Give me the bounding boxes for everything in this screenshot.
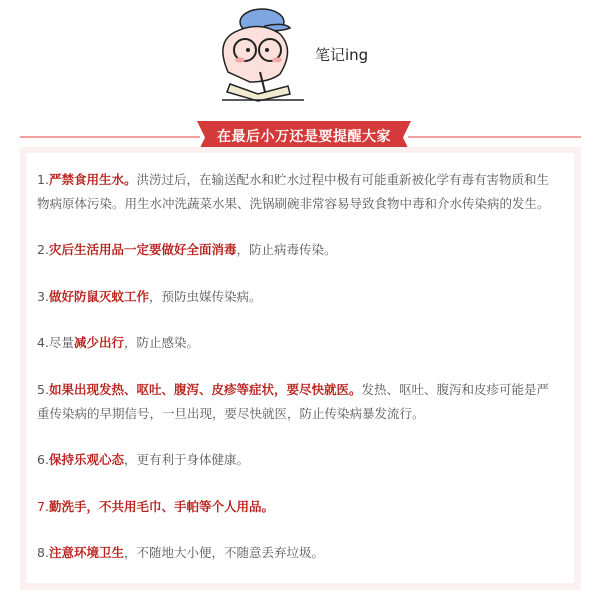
tip-item-6 [37,448,557,472]
tip-highlight: 严禁食用生水。 [48,172,137,187]
tip-item-8 [37,541,557,565]
tip-highlight: 保持乐观心态 [48,452,124,467]
tip-number: 7. [37,499,49,514]
tip-highlight: 注意环境卫生 [48,545,124,560]
tip-item-2 [37,238,557,262]
tip-detail: 洪涝过后，在输送配水和贮水过程中极有可能重新被化学有毒有害物质和生物病原体污染。用生水冲洗蔬菜水果、洗锅刷碗非常容易导致食物中毒和介水传染病的发生。 [37,172,550,211]
tip-number: 4.尽量 [37,335,74,350]
tip-detail: ，防止病毒传染。 [236,242,337,257]
tip-item-3 [37,285,557,309]
tip-item-5 [37,378,557,426]
tip-number: 1. [37,172,49,187]
tip-highlight: 灾后生活用品一定要做好全面消毒 [48,242,237,257]
tip-highlight: 做好防鼠灭蚊工作 [48,289,149,304]
tip-number: 6. [37,452,49,467]
tip-detail: ，不随地大小便，不随意丢弃垃圾。 [123,545,324,560]
tip-detail: ，预防虫媒传染病。 [148,289,262,304]
divider-right [408,136,581,138]
tip-detail: 发热、呕吐、腹泻和皮疹可能是严重传染病的早期信号，一旦出现，要尽快就医，防止传染病暴发流行。 [37,382,549,421]
tip-number: 8. [37,545,49,560]
tip-highlight: 减少出行 [73,335,124,350]
tip-detail: ，更有利于身体健康。 [123,452,249,467]
illustration-caption: 笔记ing [315,46,369,64]
divider-left [20,136,200,138]
tip-item-1 [37,168,557,216]
tip-number: 2. [37,242,49,257]
tip-item-7 [37,495,557,519]
section-title: 在最后小万还是要提醒大家 [217,129,391,145]
tip-detail: ，防止感染。 [123,335,199,350]
tip-highlight: 勤洗手，不共用毛巾、手帕等个人用品。 [48,499,274,514]
tip-item-4 [37,331,557,355]
tip-number: 3. [37,289,49,304]
note-taking-character-illustration [210,2,400,112]
tip-highlight: 如果出现发热、呕吐、腹泻、皮疹等症状，要尽快就医。 [48,382,362,397]
tip-number: 5. [37,382,49,397]
